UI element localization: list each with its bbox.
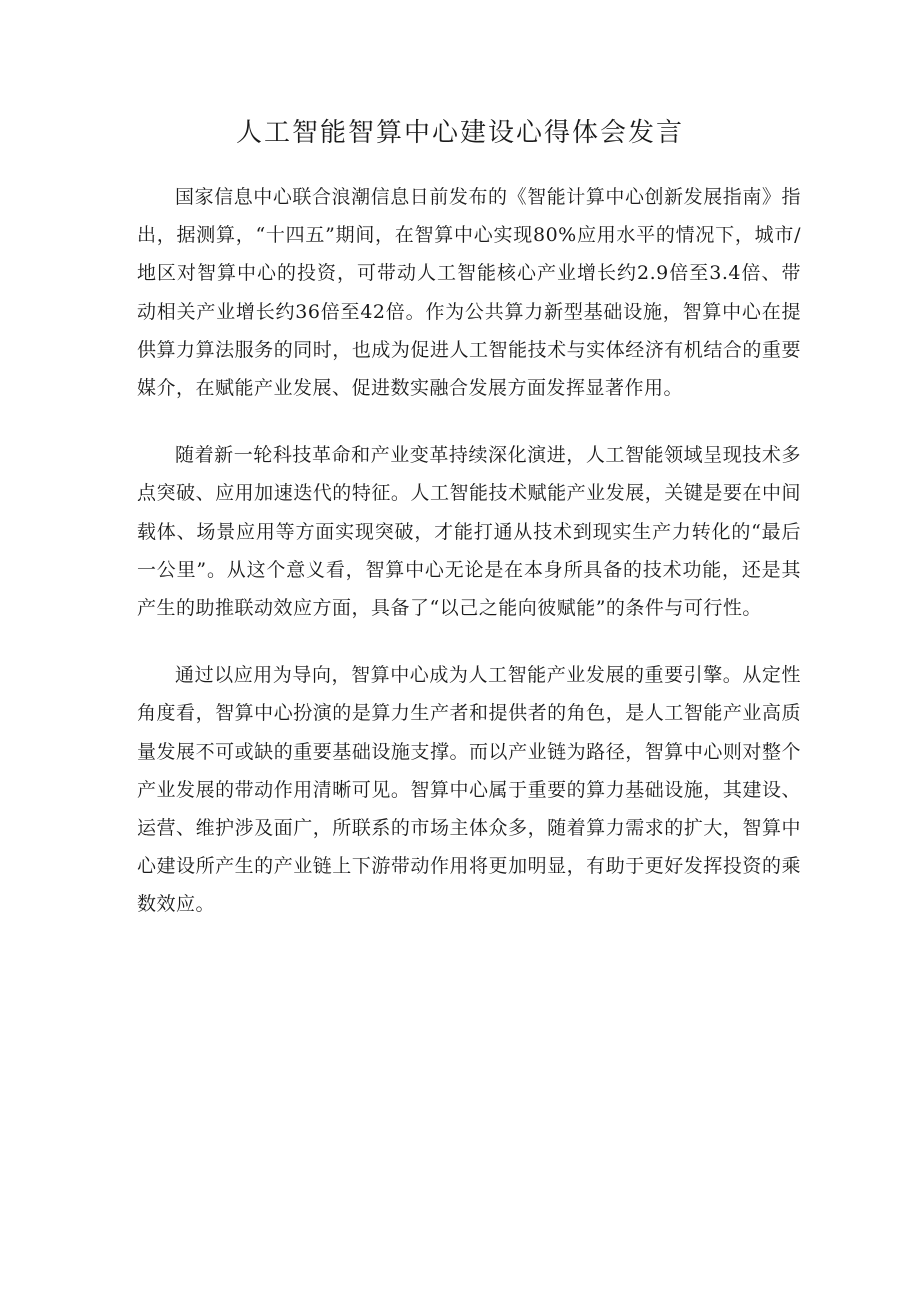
body-paragraph-2: 随着新一轮科技革命和产业变革持续深化演进，人工智能领域呈现技术多点突破、应用加速迭代的特征。人工智能技术赋能产业发展，关键是要在中间载体、场景应用等方面实现突破，才能打通从技术到现实生产力转化的“最后一公里”。从这个意义看，智算中心无论是在本身所具备的技术功能，还是其产生的助推联动效应方面，具备了“以己之能向彼赋能”的条件与可行性。: [137, 444, 801, 620]
body-paragraph-1: 国家信息中心联合浪潮信息日前发布的《智能计算中心创新发展指南》指出，据测算，“十四五”期间，在智算中心实现80%应用水平的情况下，城市/地区对智算中心的投资，可带动人工智能核心产业增长约2.9倍至3.4倍、带动相关产业增长约36倍至42倍。作为公共算力新型基础设施，智算中心在提供算力算法服务的同时，也成为促进人工智能技术与实体经济有机结合的重要媒介，在赋能产业发展、促进数实融合发展方面发挥显著作用。: [137, 186, 801, 400]
body-paragraph-3: 通过以应用为导向，智算中心成为人工智能产业发展的重要引擎。从定性角度看，智算中心扮演的是算力生产者和提供者的角色，是人工智能产业高质量发展不可或缺的重要基础设施支撑。而以产业链为路径，智算中心则对整个产业发展的带动作用清晰可见。智算中心属于重要的算力基础设施，其建设、运营、维护涉及面广，所联系的市场主体众多，随着算力需求的扩大，智算中心建设所产生的产业链上下游带动作用将更加明显，有助于更好发挥投资的乘数效应。: [137, 664, 801, 916]
document-title: 人工智能智算中心建设心得体会发言: [235, 118, 684, 148]
document-body: [137, 178, 801, 953]
